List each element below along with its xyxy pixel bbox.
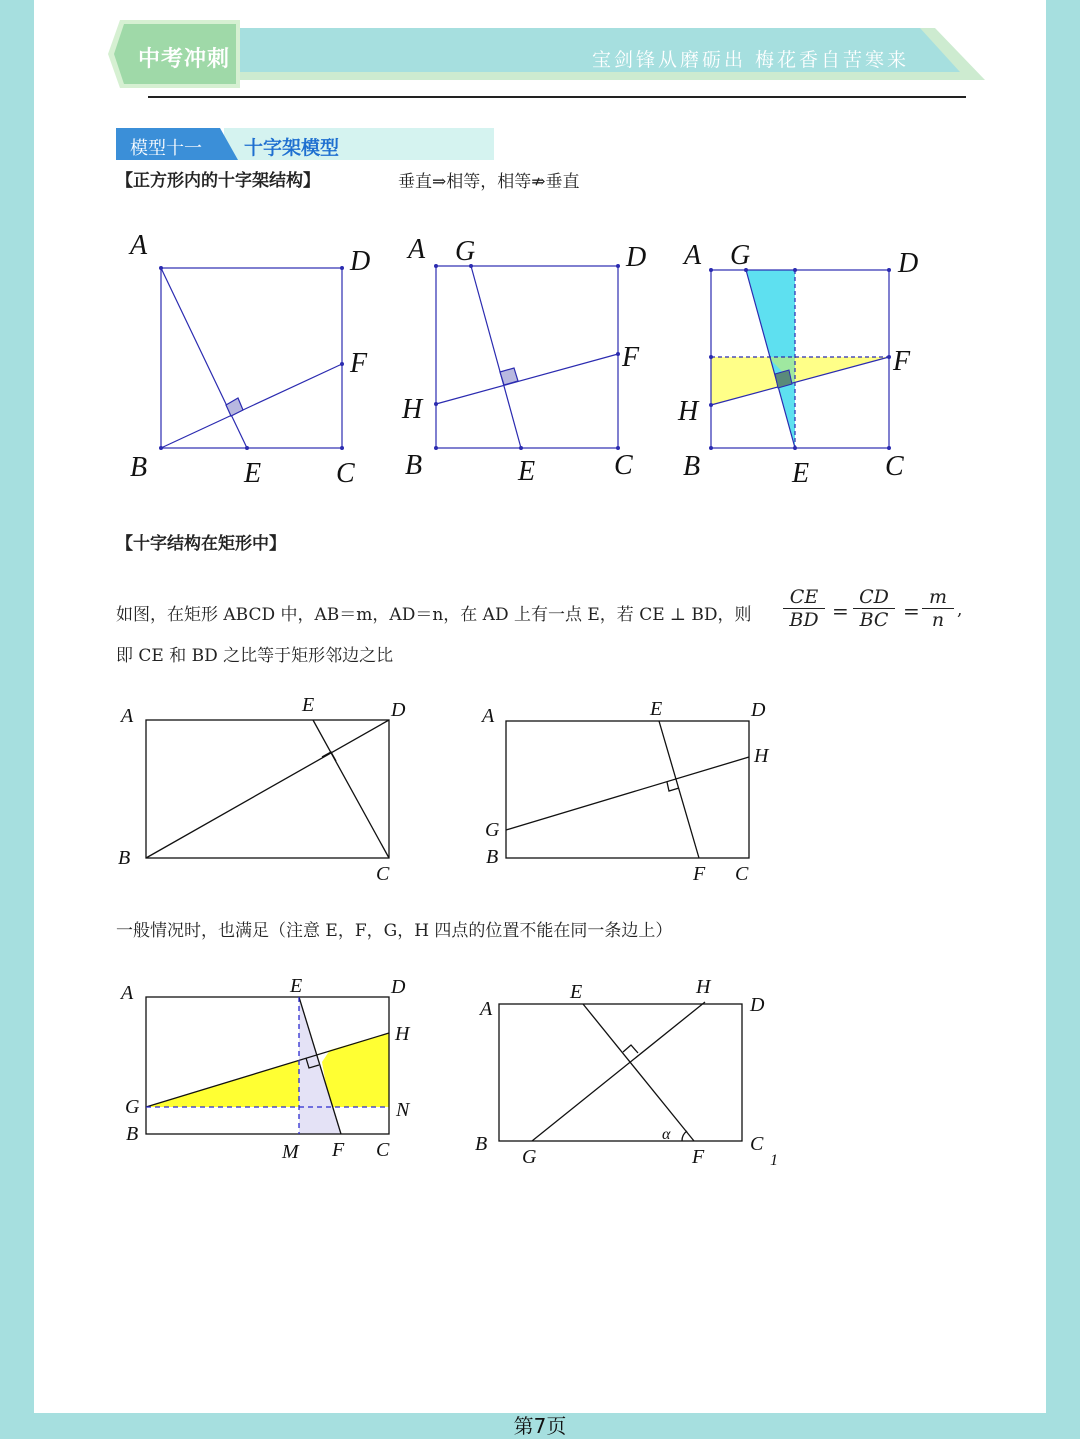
- fig7-label-E: E: [570, 981, 583, 1003]
- fig5-segment-EF: [659, 721, 699, 858]
- fig1-label-B: B: [130, 452, 148, 483]
- fig1-segment-BF: [161, 364, 342, 448]
- fig3-label-G: G: [730, 240, 751, 271]
- equals-1: =: [832, 599, 849, 623]
- fraction-ce-bd: [783, 586, 825, 631]
- fig2-vertices: [434, 264, 620, 450]
- frac3-numerator: m: [928, 586, 948, 608]
- fig4-label-B: B: [118, 847, 131, 869]
- fig6-label-E: E: [290, 975, 303, 997]
- fig1-label-F: F: [350, 348, 368, 379]
- fig7-label-G: G: [522, 1146, 537, 1168]
- fraction-m-n: [922, 586, 954, 631]
- fig6-label-H: H: [395, 1023, 410, 1045]
- fig7-label-B: B: [475, 1133, 488, 1155]
- figure-rect-3: [146, 997, 389, 1134]
- fig5-segment-GH: [506, 757, 749, 830]
- fig6-label-G: G: [125, 1096, 140, 1118]
- fig4-label-E: E: [302, 694, 315, 716]
- square-heading: 【正方形内的十字架结构】: [116, 171, 320, 191]
- trailing-comma: ,: [957, 600, 963, 620]
- fig3-label-D: D: [898, 248, 919, 279]
- fig2-label-A: A: [408, 234, 426, 265]
- fig1-segment-AE: [161, 268, 247, 448]
- fig1-vertices: [159, 266, 344, 450]
- fig7-rect: [499, 1004, 742, 1141]
- fig4-right-angle: [322, 752, 336, 761]
- fig7-label-H: H: [696, 976, 711, 998]
- brand-title: 中考冲刺: [138, 47, 231, 72]
- fig7-label-subscript: 1: [770, 1152, 778, 1169]
- general-statement: 一般情况时，也满足（注意 E，F，G，H 四点的位置不能在同一条边上）: [116, 921, 673, 941]
- fig5-labels: [480, 698, 770, 885]
- fig7-label-F: F: [692, 1146, 705, 1168]
- fig5-label-A: A: [482, 705, 495, 727]
- fig1-label-A: A: [130, 230, 148, 261]
- fig6-label-F: F: [332, 1139, 345, 1161]
- frac2-denominator: BC: [853, 608, 895, 631]
- fig6-label-N: N: [396, 1099, 410, 1121]
- fig3-label-H: H: [678, 396, 699, 427]
- rect-line-2: 即 CE 和 BD 之比等于矩形邻边之比: [116, 646, 394, 666]
- fig5-label-G: G: [485, 819, 500, 841]
- figure-rect-4: [499, 1002, 742, 1141]
- fig6-label-D: D: [391, 976, 406, 998]
- fig2-label-B: B: [405, 450, 423, 481]
- fig7-segment-GH: [532, 1002, 705, 1141]
- page-number: 第7页: [513, 1414, 567, 1438]
- fig2-label-E: E: [518, 456, 536, 487]
- fig4-labels: [118, 694, 406, 885]
- model-number: 模型十一: [130, 138, 202, 159]
- fig4-segment-EC: [313, 720, 389, 858]
- equals-2: =: [903, 599, 920, 623]
- fig7-label-alpha: α: [662, 1126, 671, 1143]
- header-motto: 宝剑锋从磨砺出 梅花香自苦寒来: [592, 49, 910, 71]
- fig1-right-angle: [226, 398, 243, 416]
- fig2-labels: [401, 234, 646, 487]
- frac2-numerator: CD: [859, 586, 889, 608]
- fig5-rect: [506, 721, 749, 858]
- fig3-label-B: B: [683, 451, 701, 482]
- fig4-label-D: D: [391, 699, 406, 721]
- fig1-square: [161, 268, 342, 448]
- fig5-label-D: D: [751, 699, 766, 721]
- fig7-label-C: C: [750, 1133, 764, 1155]
- fig7-right-angle: [623, 1045, 638, 1053]
- fig4-label-C: C: [376, 863, 390, 885]
- fig3-label-F: F: [893, 346, 911, 377]
- model-name: 十字架模型: [244, 137, 340, 159]
- figure-square-1: [161, 268, 342, 448]
- figure-rect-2: [506, 721, 749, 858]
- fig5-label-E: E: [650, 698, 663, 720]
- fig2-square: [436, 266, 618, 448]
- figure-square-3: [711, 270, 889, 448]
- fig7-label-A: A: [480, 998, 493, 1020]
- fig3-label-E: E: [792, 458, 810, 489]
- frac1-denominator: BD: [783, 608, 825, 631]
- fig5-label-F: F: [693, 863, 706, 885]
- fig2-label-F: F: [622, 342, 640, 373]
- fig1-labels: [128, 230, 370, 489]
- fig2-label-D: D: [626, 242, 647, 273]
- fig6-label-C: C: [376, 1139, 390, 1161]
- fig6-label-M: M: [282, 1141, 299, 1163]
- fig7-angle-arc: [682, 1131, 687, 1141]
- fig3-label-A: A: [684, 240, 702, 271]
- fig5-label-C: C: [735, 863, 749, 885]
- fig7-labels: [475, 976, 778, 1169]
- square-conclusion: 垂直⇒相等，相等⇏垂直: [398, 172, 580, 192]
- figure-rect-1: [146, 720, 389, 858]
- fig2-label-H: H: [402, 394, 423, 425]
- rect-heading: 【十字结构在矩形中】: [116, 534, 286, 554]
- fig2-segment-HF: [436, 354, 618, 404]
- fig6-yellow-right: [322, 1033, 389, 1107]
- fraction-cd-bc: [853, 586, 895, 631]
- fig1-label-C: C: [336, 458, 355, 489]
- fig2-label-G: G: [455, 236, 476, 267]
- fig2-label-C: C: [614, 450, 633, 481]
- fig4-segment-BD: [146, 720, 389, 858]
- fig2-segment-GE: [471, 266, 521, 448]
- fig7-label-D: D: [750, 994, 765, 1016]
- fig1-label-E: E: [244, 458, 262, 489]
- fig6-label-B: B: [126, 1123, 139, 1145]
- figure-square-2: [436, 266, 618, 448]
- rect-statement: 如图，在矩形 ABCD 中，AB＝m，AD＝n，在 AD 上有一点 E，若 CE ⊥ BD，则: [116, 605, 752, 625]
- fig6-label-A: A: [121, 982, 134, 1004]
- frac3-denominator: n: [922, 608, 954, 631]
- fig5-label-B: B: [486, 846, 499, 868]
- fig5-label-H: H: [754, 745, 769, 767]
- fig3-label-C: C: [885, 451, 904, 482]
- frac1-numerator: CE: [789, 586, 819, 608]
- fig1-label-D: D: [350, 246, 371, 277]
- fig4-label-A: A: [121, 705, 134, 727]
